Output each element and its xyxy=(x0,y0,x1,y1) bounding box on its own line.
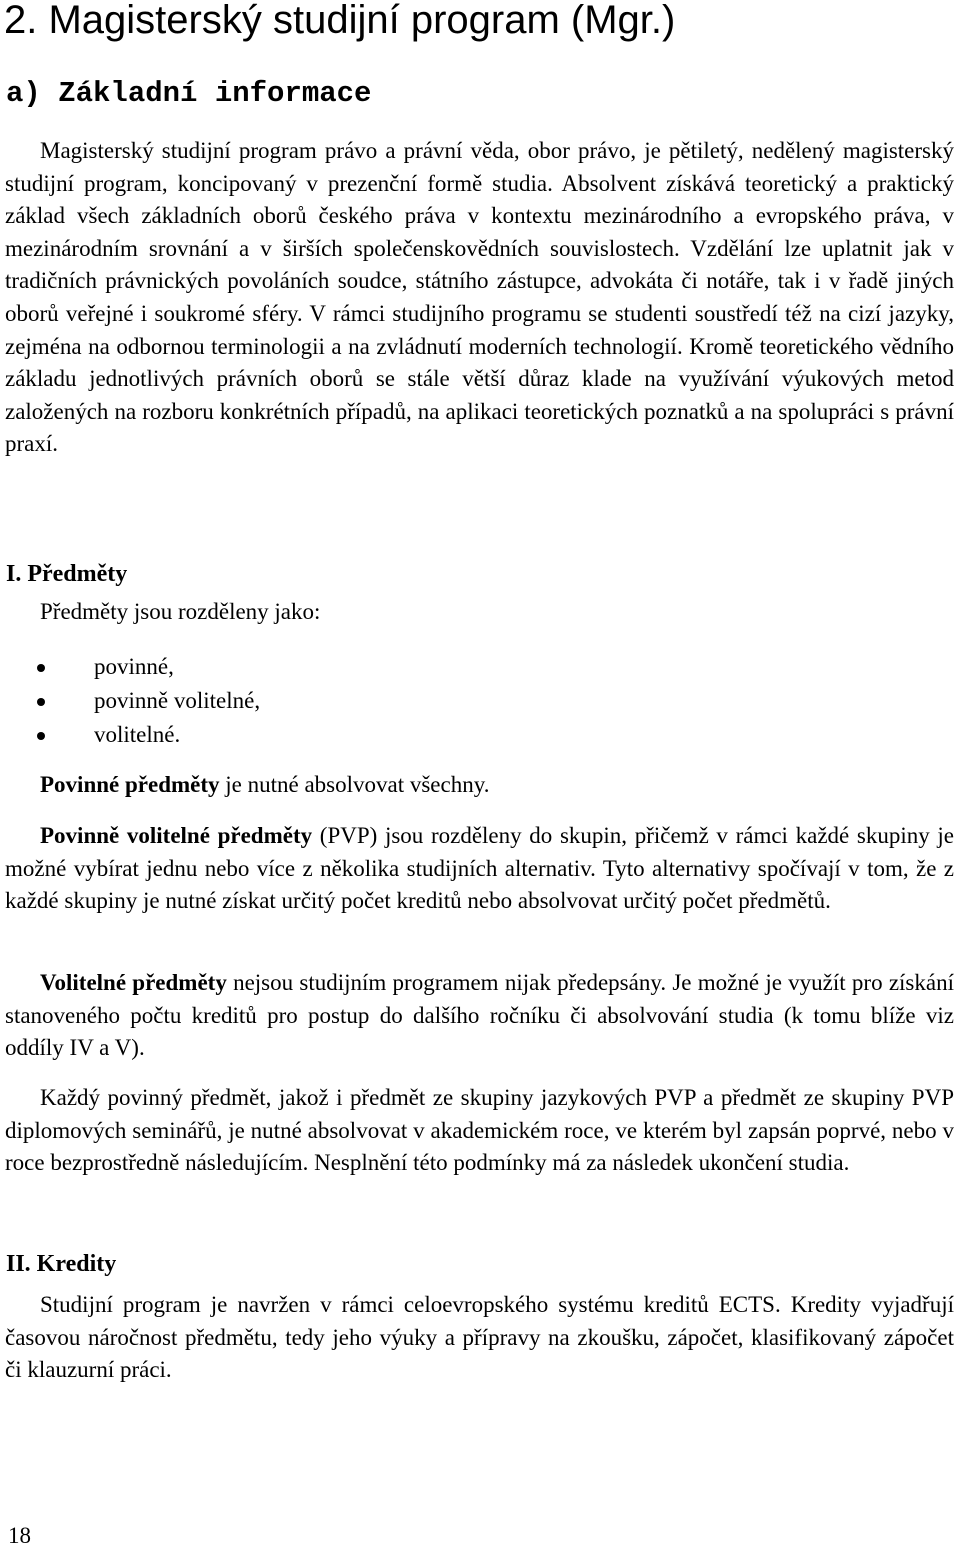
section-2-title: II. Kredity xyxy=(6,1251,117,1277)
page-number: 18 xyxy=(8,1523,31,1548)
pvp-text: (PVP) jsou rozděleny do skupin, přičemž v rámci každé skupiny je možné vybírat jednu nebo více z několika studijních alternativ. Tyto alternativy spočívají v tom, že z každé skupiny je nutné získat určitý počet kreditů nebo absolvovat určitý počet předmětů. xyxy=(5,823,955,913)
povinne-paragraph xyxy=(40,770,490,800)
povinne-text: je nutné absolvovat všechny. xyxy=(219,772,490,797)
list-item-label: povinné, xyxy=(94,654,174,679)
volitelne-text: nejsou studijním programem nijak předepsány. Je možné je využít pro získání stanoveného počtu kreditů pro postup do dalšího ročníku či absolvování studia (k tomu blíže viz oddíly IV a V). xyxy=(5,970,954,1060)
section-a-paragraph: Magisterský studijní program právo a právní věda, obor právo, je pětiletý, nedělený magisterský studijní program, koncipovaný v prezenční formě studia. Absolvent získává teoretický a praktický základ všech základních oborů českého práva v kontextu mezinárodního a evropského práva, v mezinárodním srovnání a v širších společenskovědních souvislostech. Vzdělání lze uplatnit jak v tradičních právnických povoláních soudce, státního zástupce, advokáta či notáře, tak i v řadě jiných oborů veřejné i soukromé sféry. V rámci studijního programu se studenti soustředí též na cizí jazyky, zejména na odbornou terminologii a na zvládnutí moderních technologií. Kromě teoretického vědního základu jednotlivých právních oborů se stále větší důraz klade na využívání výukových metod založených na rozboru konkrétních případů, na aplikaci teoretických poznatků a na spolupráci s právní praxí. xyxy=(5,138,954,457)
volitelne-term: Volitelné předměty xyxy=(40,970,227,995)
list-item-label: volitelné. xyxy=(94,722,181,747)
bullet-icon xyxy=(37,664,45,672)
section-1-intro: Předměty jsou rozděleny jako: xyxy=(40,599,321,624)
pvp-term: Povinně volitelné předměty xyxy=(40,823,313,848)
section-2-paragraph: Studijní program je navržen v rámci celoevropského systému kreditů ECTS. Kredity vyjadřují časovou náročnost předmětu, tedy jeho výuky a přípravy na zkoušku, zápočet, klasifikovaný zápočet či klauzurní práci. xyxy=(5,1292,954,1382)
bullet-icon xyxy=(37,732,45,740)
povinne-term: Povinné předměty xyxy=(40,772,220,797)
section-a-title: a) Základní informace xyxy=(6,77,372,110)
volitelne-paragraph xyxy=(5,967,954,1065)
list-item-label: povinně volitelné, xyxy=(94,688,261,713)
section-1-title: I. Předměty xyxy=(6,561,128,587)
bullet-icon xyxy=(37,698,45,706)
chapter-heading: 2. Magisterský studijní program (Mgr.) xyxy=(4,0,676,42)
kazdy-paragraph: Každý povinný předmět, jakož i předmět ze skupiny jazykových PVP a předmět ze skupiny PVP diplomových seminářů, je nutné absolvovat v akademickém roce, ve kterém byl zapsán poprvé, nebo v roce bezprostředně následujícím. Nesplnění této podmínky má za následek ukončení studia. xyxy=(5,1085,954,1175)
pvp-paragraph xyxy=(5,820,954,918)
